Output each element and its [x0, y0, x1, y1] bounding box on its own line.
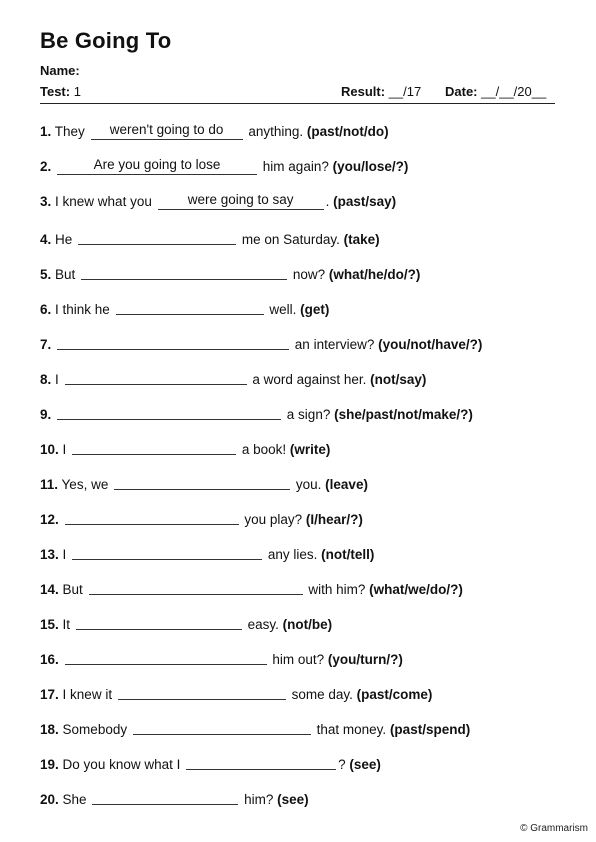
question-number: 14.	[40, 582, 59, 597]
question-text-after: well.	[269, 302, 297, 317]
question-number: 17.	[40, 687, 59, 702]
question-item	[40, 369, 570, 404]
answer-blank[interactable]	[133, 720, 311, 735]
question-item	[40, 719, 570, 754]
result-label: Result:	[341, 84, 386, 99]
question-item	[40, 789, 570, 824]
question-item	[40, 404, 570, 439]
question-list	[40, 124, 570, 824]
question-number: 13.	[40, 547, 59, 562]
answer-blank[interactable]	[186, 755, 336, 770]
question-text-after: a word against her.	[252, 372, 367, 387]
answer-blank[interactable]	[81, 265, 287, 280]
question-text-before: They	[54, 124, 85, 139]
question-hint: (see)	[349, 757, 381, 772]
question-text-after: him?	[244, 792, 274, 807]
answer-blank[interactable]	[114, 475, 290, 490]
question-hint: (not/tell)	[321, 547, 375, 562]
question-text-after: .	[325, 194, 330, 209]
answer-blank[interactable]	[57, 335, 289, 350]
question-text-before: I	[62, 547, 67, 562]
answer-blank[interactable]	[158, 192, 324, 210]
question-text-after: easy.	[247, 617, 279, 632]
answer-blank[interactable]	[118, 685, 286, 700]
question-text-before: I	[55, 372, 59, 387]
question-text-before: Do you know what I	[62, 757, 181, 772]
question-text-before: He	[55, 232, 73, 247]
header-divider	[40, 103, 555, 104]
question-item	[40, 474, 570, 509]
question-item	[40, 229, 570, 264]
question-text-before: She	[62, 792, 87, 807]
answer-blank[interactable]	[116, 300, 264, 315]
question-item	[40, 754, 570, 789]
question-hint: (get)	[300, 302, 330, 317]
question-hint: (leave)	[325, 477, 368, 492]
question-hint: (take)	[343, 232, 380, 247]
question-number: 8.	[40, 372, 52, 387]
question-number: 5.	[40, 267, 52, 282]
question-text-after: with him?	[308, 582, 366, 597]
result-info	[341, 84, 421, 99]
question-text-after: you play?	[244, 512, 303, 527]
question-text-before: It	[62, 617, 71, 632]
question-number: 6.	[40, 302, 52, 317]
question-text-before: I think he	[55, 302, 110, 317]
test-value: 1	[73, 84, 81, 99]
copyright-credit: © Grammarism	[520, 823, 588, 834]
question-text-before: Yes, we	[61, 477, 109, 492]
question-item	[40, 159, 570, 194]
name-label: Name:	[40, 63, 80, 78]
answer-blank[interactable]	[89, 580, 303, 595]
question-hint: (you/lose/?)	[332, 159, 409, 174]
test-label: Test:	[40, 84, 71, 99]
question-item	[40, 194, 570, 229]
question-hint: (not/be)	[282, 617, 333, 632]
question-hint: (not/say)	[370, 372, 427, 387]
question-number: 1.	[40, 124, 52, 139]
question-text-after: him again?	[262, 159, 329, 174]
question-text-after: any lies.	[267, 547, 318, 562]
question-hint: (you/turn/?)	[327, 652, 403, 667]
answer-blank[interactable]	[72, 545, 262, 560]
answer-blank[interactable]	[57, 405, 281, 420]
question-item	[40, 299, 570, 334]
question-text-after: now?	[292, 267, 326, 282]
question-number: 4.	[40, 232, 52, 247]
question-hint: (past/come)	[356, 687, 433, 702]
answer-blank[interactable]	[57, 157, 257, 175]
question-item	[40, 614, 570, 649]
question-number: 19.	[40, 757, 59, 772]
question-text-after: that money.	[316, 722, 387, 737]
page-title: Be Going To	[40, 28, 172, 53]
answer-blank[interactable]	[65, 650, 267, 665]
question-text-after: ?	[338, 757, 346, 772]
question-item	[40, 334, 570, 369]
answer-blank[interactable]	[91, 122, 243, 140]
question-item	[40, 439, 570, 474]
question-text-after: him out?	[272, 652, 325, 667]
question-text-after: a sign?	[286, 407, 331, 422]
question-text-before: Somebody	[62, 722, 128, 737]
answer-blank[interactable]	[65, 370, 247, 385]
question-item	[40, 544, 570, 579]
question-hint: (what/he/do/?)	[328, 267, 421, 282]
answer-text: were going to say	[187, 192, 294, 207]
question-number: 3.	[40, 194, 52, 209]
question-number: 7.	[40, 337, 52, 352]
question-hint: (past/not/do)	[306, 124, 389, 139]
date-value: __/__/20__	[481, 84, 547, 99]
answer-blank[interactable]	[76, 615, 242, 630]
question-text-before: But	[55, 267, 76, 282]
test-info	[40, 84, 81, 99]
question-text-after: an interview?	[294, 337, 375, 352]
question-item	[40, 684, 570, 719]
question-number: 18.	[40, 722, 59, 737]
answer-text: weren't going to do	[109, 122, 224, 137]
question-item	[40, 579, 570, 614]
answer-blank[interactable]	[78, 230, 236, 245]
result-value: __/17	[388, 84, 422, 99]
answer-blank[interactable]	[92, 790, 238, 805]
question-item	[40, 509, 570, 544]
question-number: 10.	[40, 442, 59, 457]
question-hint: (you/not/have/?)	[378, 337, 483, 352]
question-text-after: some day.	[291, 687, 353, 702]
question-item	[40, 124, 570, 159]
answer-blank[interactable]	[72, 440, 236, 455]
question-text-after: you.	[295, 477, 322, 492]
question-number: 20.	[40, 792, 59, 807]
question-number: 2.	[40, 159, 52, 174]
date-label: Date:	[445, 84, 478, 99]
date-info	[445, 84, 546, 99]
question-hint: (what/we/do/?)	[369, 582, 463, 597]
question-hint: (past/say)	[333, 194, 397, 209]
question-hint: (see)	[277, 792, 309, 807]
question-number: 12.	[40, 512, 59, 527]
question-item	[40, 264, 570, 299]
question-text-before: I	[62, 442, 67, 457]
question-number: 9.	[40, 407, 52, 422]
question-text-before: But	[62, 582, 83, 597]
question-text-after: me on Saturday.	[241, 232, 340, 247]
question-hint: (she/past/not/make/?)	[334, 407, 473, 422]
question-hint: (write)	[289, 442, 331, 457]
answer-text: Are you going to lose	[93, 157, 221, 172]
answer-blank[interactable]	[65, 510, 239, 525]
question-number: 11.	[40, 477, 59, 492]
question-number: 16.	[40, 652, 59, 667]
question-hint: (I/hear/?)	[305, 512, 363, 527]
question-hint: (past/spend)	[389, 722, 471, 737]
question-text-after: anything.	[248, 124, 304, 139]
question-text-before: I knew what you	[55, 194, 152, 209]
question-text-before: I knew it	[62, 687, 113, 702]
question-number: 15.	[40, 617, 59, 632]
question-text-after: a book!	[241, 442, 287, 457]
question-item	[40, 649, 570, 684]
